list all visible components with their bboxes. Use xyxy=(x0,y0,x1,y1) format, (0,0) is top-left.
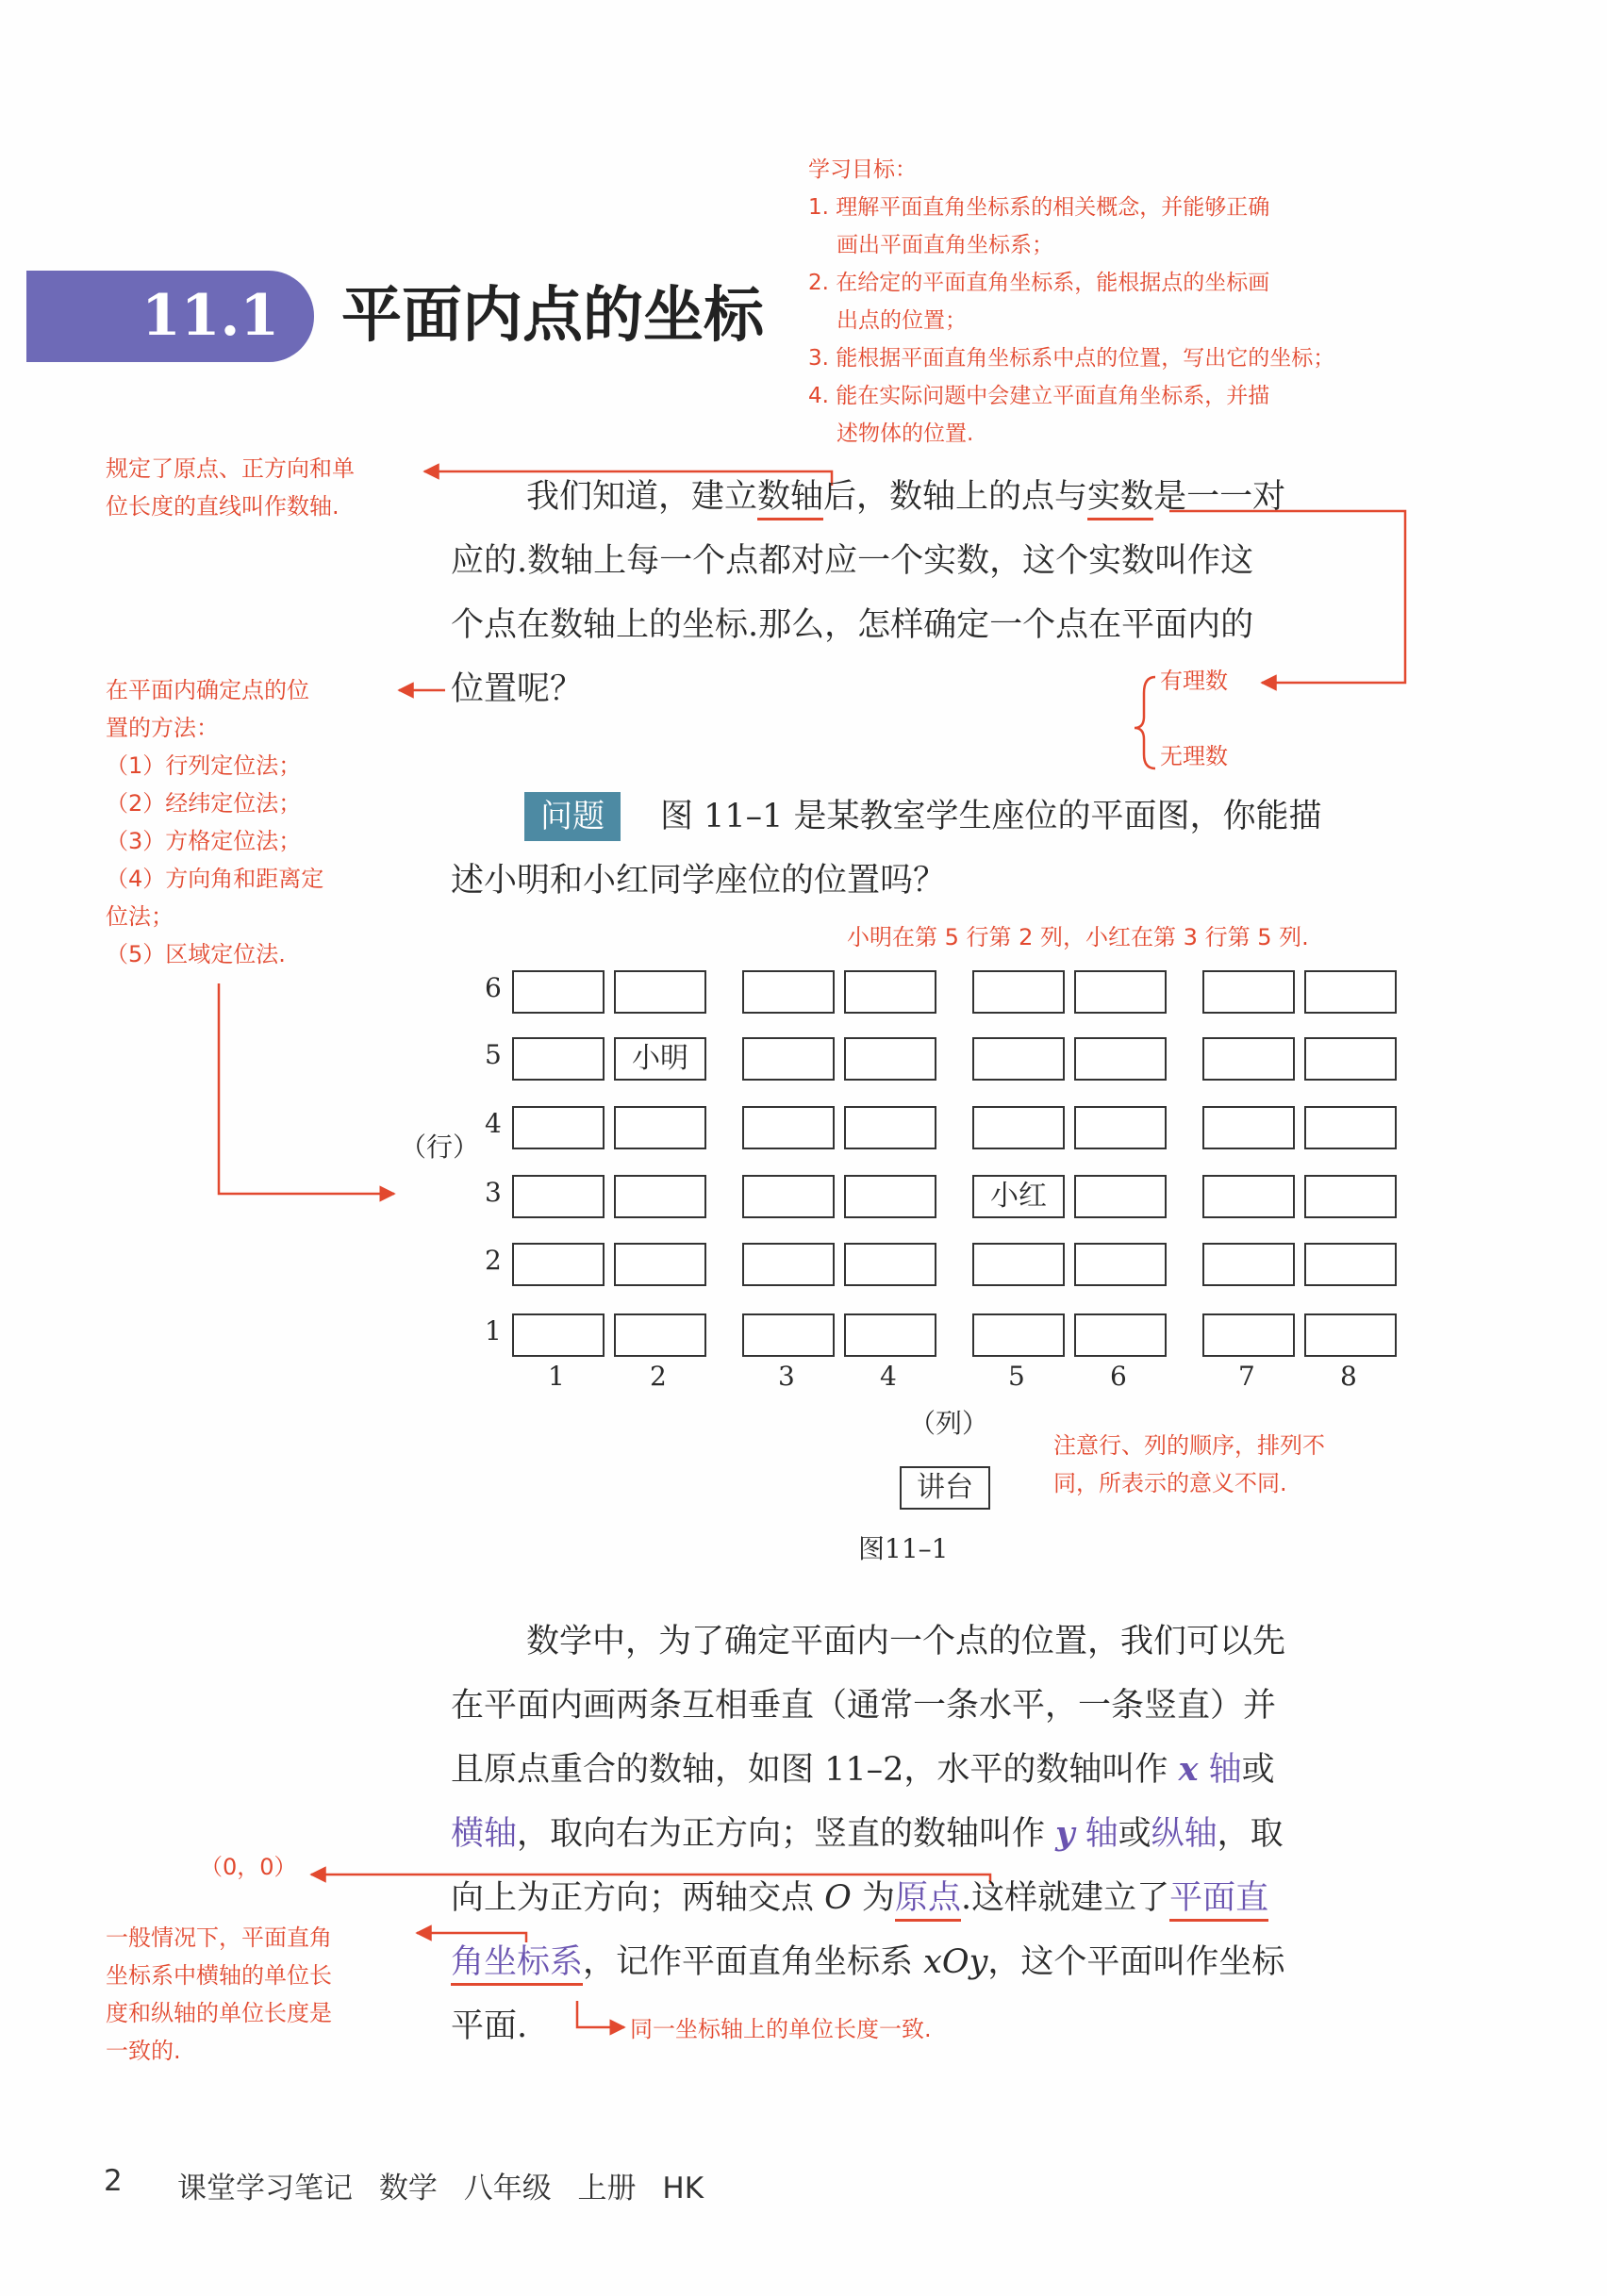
term-horizontal-axis: 横轴 xyxy=(451,1815,518,1853)
term-y: y xyxy=(1055,1814,1075,1853)
text-run: 是一一对 xyxy=(1153,478,1286,516)
seat xyxy=(512,1175,605,1218)
seat xyxy=(972,1313,1065,1357)
seat xyxy=(1202,1243,1295,1286)
goal-line: 述物体的位置. xyxy=(837,421,974,446)
seat xyxy=(1304,1037,1397,1081)
seat xyxy=(844,1175,936,1218)
term-axis: 轴 xyxy=(1074,1815,1118,1853)
section-number: 11.1 xyxy=(141,283,280,349)
text-run: ，取向右为正方向；竖直的数轴叫作 xyxy=(517,1815,1056,1853)
seat xyxy=(742,1175,835,1218)
column-label: 7 xyxy=(1238,1361,1255,1392)
text-run: ，取 xyxy=(1217,1815,1284,1853)
note-line: 一般情况下，平面直角 xyxy=(106,1924,332,1951)
term-coordinate-system-end: 角坐标系 xyxy=(451,1943,583,1986)
text-line: 位置呢？ xyxy=(451,670,584,708)
footer-text: 课堂学习笔记 数学 八年级 上册 HK xyxy=(177,2172,704,2205)
seat xyxy=(1202,1175,1295,1218)
column-label: 2 xyxy=(650,1361,667,1392)
seat xyxy=(844,1106,936,1149)
column-label: 4 xyxy=(880,1361,897,1392)
seat xyxy=(512,970,605,1014)
text-run: 且原点重合的数轴，如图 11–2，水平的数轴叫作 xyxy=(451,1751,1179,1789)
note-line: 位长度的直线叫作数轴. xyxy=(106,493,340,520)
seat xyxy=(742,1106,835,1149)
text-line: 个点在数轴上的坐标.那么，怎样确定一个点在平面内的 xyxy=(451,606,1254,644)
note-line: 度和纵轴的单位长度是 xyxy=(106,2000,332,2026)
seat xyxy=(512,1106,605,1149)
seat xyxy=(1304,1175,1397,1218)
seat xyxy=(1304,1243,1397,1286)
seat xyxy=(614,1243,706,1286)
goal-line: 出点的位置； xyxy=(837,308,967,333)
term-xoy: xOy xyxy=(923,1943,988,1981)
seat xyxy=(742,970,835,1014)
column-label: 8 xyxy=(1340,1361,1357,1392)
text-line: 在平面内画两条互相垂直（通常一条水平，一条竖直）并 xyxy=(451,1687,1277,1725)
text-run: 我们知道，建立 xyxy=(526,478,758,516)
seat xyxy=(1074,1243,1167,1286)
seat xyxy=(1202,1313,1295,1357)
seat xyxy=(614,970,706,1014)
note-line: 坐标系中横轴的单位长 xyxy=(106,1962,332,1989)
row-label: 5 xyxy=(485,1039,502,1070)
seat xyxy=(972,1243,1065,1286)
note-line: （4）方向角和距离定 xyxy=(106,866,324,892)
term-o: O xyxy=(824,1879,852,1917)
figure-caption: 图11–1 xyxy=(858,1533,949,1564)
seat-xiaoming: 小明 xyxy=(614,1037,706,1081)
term-coordinate-system: 平面直 xyxy=(1169,1879,1268,1922)
seat xyxy=(614,1313,706,1357)
seat xyxy=(1074,970,1167,1014)
seat xyxy=(512,1037,605,1081)
seat xyxy=(1074,1175,1167,1218)
note-line: 规定了原点、正方向和单 xyxy=(106,455,355,482)
row-axis-label: （行） xyxy=(400,1131,480,1163)
goal-line: 1. 理解平面直角坐标系的相关概念，并能够正确 xyxy=(808,195,1270,220)
note-unit-same-axis: 同一坐标轴上的单位长度一致. xyxy=(630,2016,932,2042)
column-label: 1 xyxy=(548,1361,565,1392)
page-number: 2 xyxy=(104,2164,123,2198)
text-line: 述小明和小红同学座位的位置吗？ xyxy=(451,862,947,900)
note-rational: 有理数 xyxy=(1160,668,1228,694)
note-line: 同，所表示的意义不同. xyxy=(1053,1470,1287,1496)
seat xyxy=(512,1243,605,1286)
seat xyxy=(1202,1106,1295,1149)
column-label: 5 xyxy=(1008,1361,1025,1392)
column-label: 3 xyxy=(778,1361,795,1392)
text-line: 图 11–1 是某教室学生座位的平面图，你能描 xyxy=(660,798,1322,835)
seat xyxy=(742,1037,835,1081)
note-line: 注意行、列的顺序，排列不 xyxy=(1053,1432,1325,1459)
row-label: 4 xyxy=(485,1108,502,1139)
term-number-axis: 数轴 xyxy=(757,478,823,520)
seat xyxy=(1304,970,1397,1014)
note-answer: 小明在第 5 行第 2 列，小红在第 3 行第 5 列. xyxy=(847,924,1309,950)
goal-line: 3. 能根据平面直角坐标系中点的位置，写出它的坐标； xyxy=(808,346,1335,371)
seat xyxy=(1074,1313,1167,1357)
note-line: （2）经纬定位法； xyxy=(106,790,302,817)
note-line: （1）行列定位法； xyxy=(106,752,302,779)
column-label: 6 xyxy=(1110,1361,1127,1392)
text-run: ，记作平面直角坐标系 xyxy=(583,1943,924,1981)
note-line: （3）方格定位法； xyxy=(106,828,302,854)
row-label: 6 xyxy=(485,972,502,1003)
note-line: 置的方法： xyxy=(106,715,219,741)
text-line: 平面. xyxy=(451,2007,528,2045)
text-line: 数学中，为了确定平面内一个点的位置，我们可以先 xyxy=(526,1623,1286,1660)
note-line: 位法； xyxy=(106,903,174,930)
term-real-number: 实数 xyxy=(1087,478,1153,520)
seat xyxy=(844,1313,936,1357)
seat xyxy=(1202,970,1295,1014)
problem-tag: 问题 xyxy=(524,792,621,841)
seat-xiaohong: 小红 xyxy=(972,1175,1065,1218)
text-run: 向上为正方向；两轴交点 xyxy=(451,1879,825,1917)
seat xyxy=(614,1106,706,1149)
goals-title: 学习目标： xyxy=(808,157,917,182)
problem-text xyxy=(451,785,1398,913)
goal-line: 2. 在给定的平面直角坐标系，能根据点的坐标画 xyxy=(808,271,1270,295)
text-run: .这样就建立了 xyxy=(961,1879,1170,1917)
seat xyxy=(844,1037,936,1081)
note-irrational: 无理数 xyxy=(1160,743,1228,769)
text-run: 或 xyxy=(1241,1751,1275,1789)
row-label: 3 xyxy=(485,1177,502,1208)
column-axis-label: （列） xyxy=(909,1408,989,1439)
seat xyxy=(1304,1313,1397,1357)
seat xyxy=(1202,1037,1295,1081)
term-x: x xyxy=(1178,1750,1199,1789)
text-run: 为 xyxy=(851,1879,895,1917)
note-origin: （0，0） xyxy=(200,1854,297,1880)
seat xyxy=(844,970,936,1014)
seat xyxy=(972,1037,1065,1081)
text-run: 或 xyxy=(1118,1815,1151,1853)
text-run: ，这个平面叫作坐标 xyxy=(987,1943,1285,1981)
seat xyxy=(1074,1037,1167,1081)
seat xyxy=(972,970,1065,1014)
term-origin: 原点 xyxy=(895,1879,961,1922)
seat xyxy=(742,1243,835,1286)
row-label: 1 xyxy=(485,1315,502,1346)
seat xyxy=(1304,1106,1397,1149)
note-line: 在平面内确定点的位 xyxy=(106,677,309,703)
seat xyxy=(512,1313,605,1357)
text-run: 后，数轴上的点与 xyxy=(823,478,1088,516)
seat xyxy=(972,1106,1065,1149)
section-title: 平面内点的坐标 xyxy=(341,280,764,351)
row-label: 2 xyxy=(485,1245,502,1276)
seat xyxy=(1074,1106,1167,1149)
paragraph-number-axis xyxy=(451,465,1398,721)
goal-line: 画出平面直角坐标系； xyxy=(837,233,1053,257)
text-line: 应的.数轴上每一个点都对应一个实数，这个实数叫作这 xyxy=(451,542,1254,580)
note-line: 一致的. xyxy=(106,2038,181,2064)
paragraph-coordinate-system xyxy=(451,1610,1398,2058)
seat xyxy=(844,1243,936,1286)
note-line: （5）区域定位法. xyxy=(106,941,286,967)
term-vertical-axis: 纵轴 xyxy=(1151,1815,1218,1853)
seat xyxy=(614,1175,706,1218)
seat xyxy=(742,1313,835,1357)
term-axis: 轴 xyxy=(1198,1751,1242,1789)
podium: 讲台 xyxy=(900,1466,990,1510)
goal-line: 4. 能在实际问题中会建立平面直角坐标系，并描 xyxy=(808,384,1270,408)
